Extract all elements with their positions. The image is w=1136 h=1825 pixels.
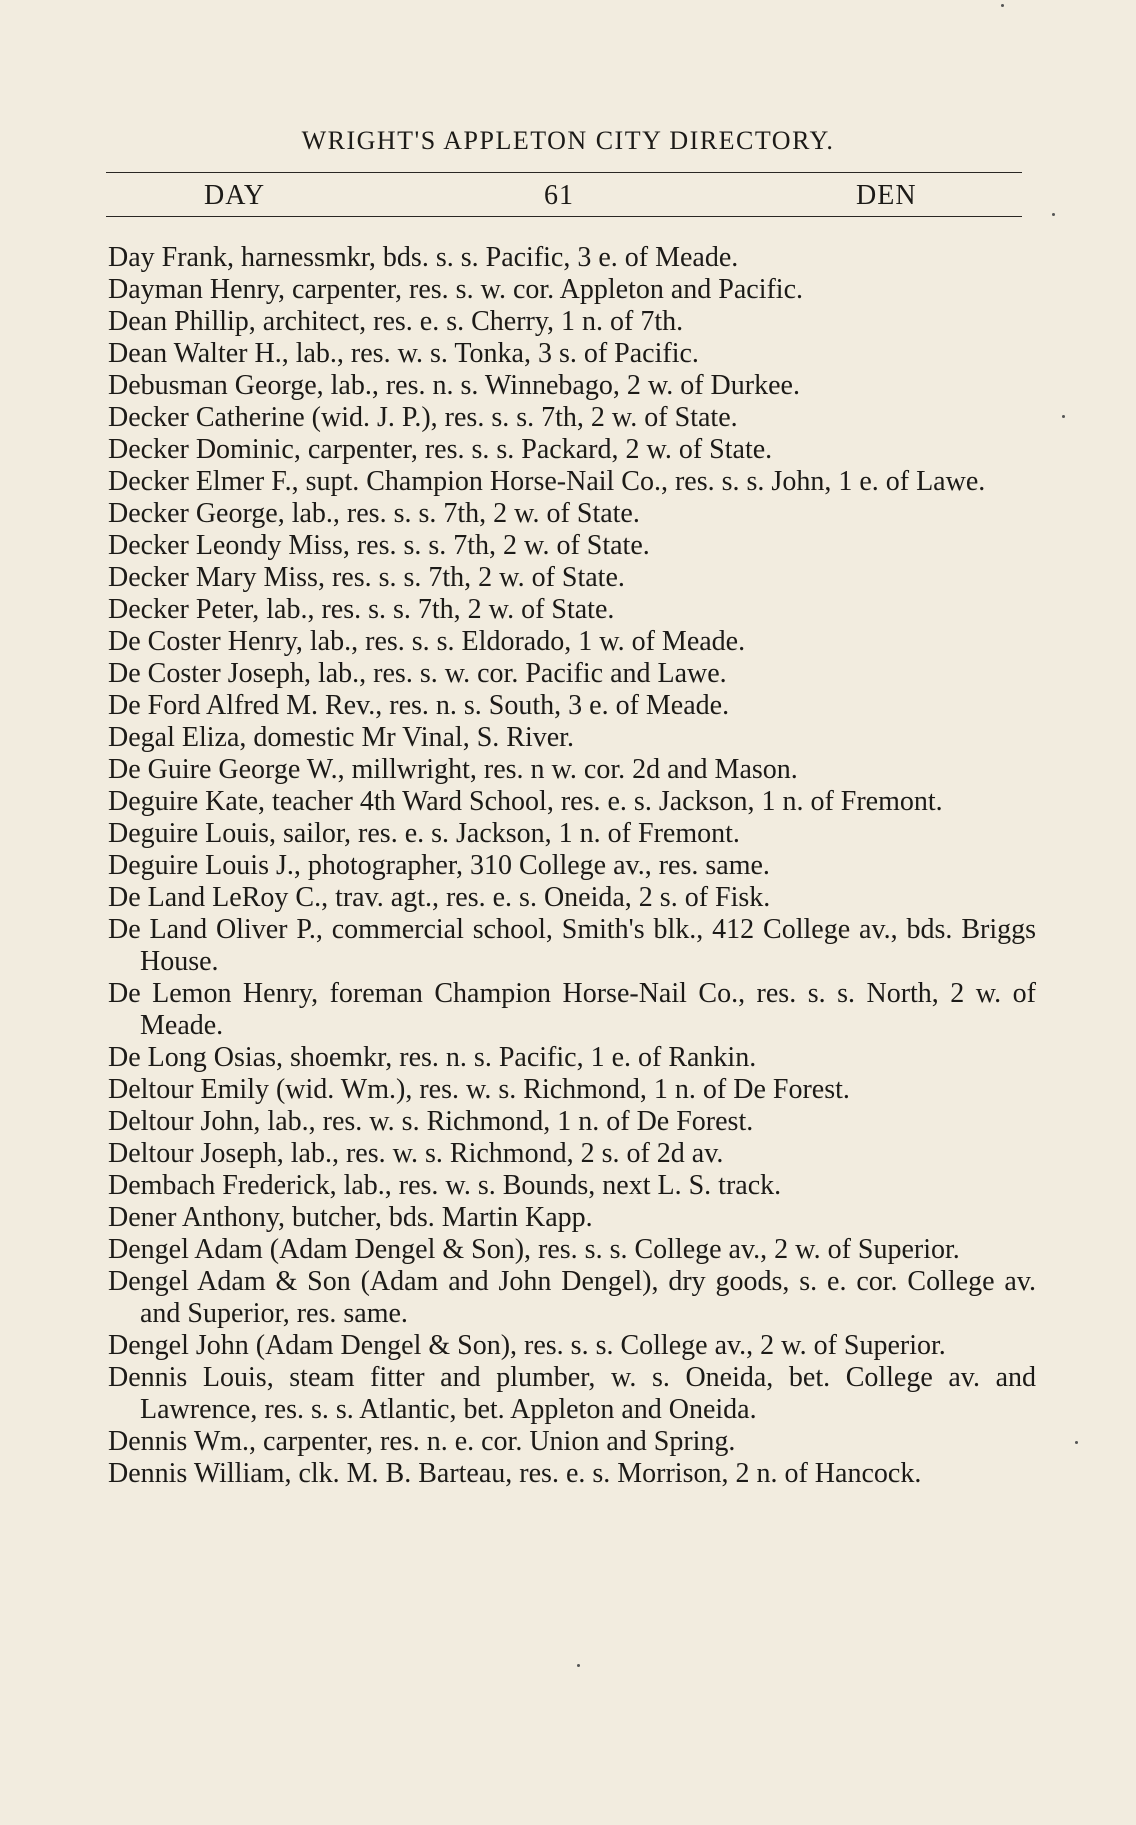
directory-entry: Decker Leondy Miss, res. s. s. 7th, 2 w. of State. (108, 530, 650, 561)
directory-entry: Dayman Henry, carpenter, res. s. w. cor. Appleton and Pacific. (108, 274, 804, 305)
directory-entry: Decker Mary Miss, res. s. s. 7th, 2 w. of State. (108, 562, 625, 593)
directory-entry: Dennis William, clk. M. B. Barteau, res. e. s. Morrison, 2 n. of Hancock. (108, 1458, 922, 1489)
directory-entry: Dengel John (Adam Dengel & Son), res. s. s. College av., 2 w. of Superior. (108, 1330, 946, 1361)
directory-entry: Dener Anthony, butcher, bds. Martin Kapp. (108, 1202, 593, 1233)
directory-entry: Decker George, lab., res. s. s. 7th, 2 w. of State. (108, 498, 640, 529)
paper-speck (1001, 4, 1004, 7)
guide-word-last: DEN (856, 180, 917, 211)
directory-entry: Debusman George, lab., res. n. s. Winnebago, 2 w. of Durkee. (108, 370, 800, 401)
directory-entry: Decker Dominic, carpenter, res. s. s. Packard, 2 w. of State. (108, 434, 773, 465)
directory-entry: Dengel Adam (Adam Dengel & Son), res. s. s. College av., 2 w. of Superior. (108, 1234, 960, 1265)
directory-entry: Deguire Louis J., photographer, 310 College av., res. same. (108, 850, 770, 881)
directory-entry: Degal Eliza, domestic Mr Vinal, S. River. (108, 722, 574, 753)
directory-title: WRIGHT'S APPLETON CITY DIRECTORY. (301, 126, 835, 155)
directory-entry: De Coster Henry, lab., res. s. s. Eldorado, 1 w. of Meade. (108, 626, 746, 657)
directory-entry: Decker Elmer F., supt. Champion Horse-Nail Co., res. s. s. John, 1 e. of Lawe. (108, 466, 986, 497)
directory-entry: Day Frank, harnessmkr, bds. s. s. Pacific, 3 e. of Meade. (108, 242, 739, 273)
directory-entry: De Land Oliver P., commercial school, Smith's blk., 412 College av., bds. Briggs House. (108, 914, 1036, 977)
directory-entry: De Long Osias, shoemkr, res. n. s. Pacific, 1 e. of Rankin. (108, 1042, 757, 1073)
paper-speck (1062, 415, 1065, 418)
directory-entry: Deltour Joseph, lab., res. w. s. Richmond, 2 s. of 2d av. (108, 1138, 724, 1169)
directory-entry: Dengel Adam & Son (Adam and John Dengel), dry goods, s. e. cor. College av. and Superior, res. same. (108, 1266, 1036, 1329)
directory-entry: Deguire Kate, teacher 4th Ward School, res. e. s. Jackson, 1 n. of Fremont. (108, 786, 943, 817)
guide-word-first: DAY (204, 180, 266, 211)
directory-entry: Deltour Emily (wid. Wm.), res. w. s. Richmond, 1 n. of De Forest. (108, 1074, 850, 1105)
directory-entry: De Ford Alfred M. Rev., res. n. s. South, 3 e. of Meade. (108, 690, 730, 721)
directory-entry: Dennis Louis, steam fitter and plumber, w. s. Oneida, bet. College av. and Lawrence, res. s. s. Atlantic, bet. Appleton and Oneida. (108, 1362, 1036, 1425)
paper-speck (1052, 213, 1055, 216)
directory-entry: Deltour John, lab., res. w. s. Richmond, 1 n. of De Forest. (108, 1106, 754, 1137)
paper-speck (1075, 1441, 1078, 1444)
paper-speck (577, 1664, 580, 1667)
directory-entry: Dean Phillip, architect, res. e. s. Cherry, 1 n. of 7th. (108, 306, 684, 337)
directory-entry: Dembach Frederick, lab., res. w. s. Bounds, next L. S. track. (108, 1170, 782, 1201)
directory-entry: De Lemon Henry, foreman Champion Horse-Nail Co., res. s. s. North, 2 w. of Meade. (108, 978, 1036, 1041)
directory-entry: Dennis Wm., carpenter, res. n. e. cor. Union and Spring. (108, 1426, 736, 1457)
header-bottom-rule (106, 216, 1022, 217)
directory-entries (108, 242, 1036, 1490)
directory-entry: Deguire Louis, sailor, res. e. s. Jackson, 1 n. of Fremont. (108, 818, 740, 849)
directory-entry: Decker Catherine (wid. J. P.), res. s. s. 7th, 2 w. of State. (108, 402, 738, 433)
directory-entry: Dean Walter H., lab., res. w. s. Tonka, 3 s. of Pacific. (108, 338, 699, 369)
directory-entry: De Land LeRoy C., trav. agt., res. e. s. Oneida, 2 s. of Fisk. (108, 882, 771, 913)
directory-entry: De Coster Joseph, lab., res. s. w. cor. Pacific and Lawe. (108, 658, 727, 689)
header-top-rule (106, 172, 1022, 173)
directory-entry: De Guire George W., millwright, res. n w. cor. 2d and Mason. (108, 754, 798, 785)
directory-entry: Decker Peter, lab., res. s. s. 7th, 2 w. of State. (108, 594, 615, 625)
page-number: 61 (544, 180, 574, 211)
